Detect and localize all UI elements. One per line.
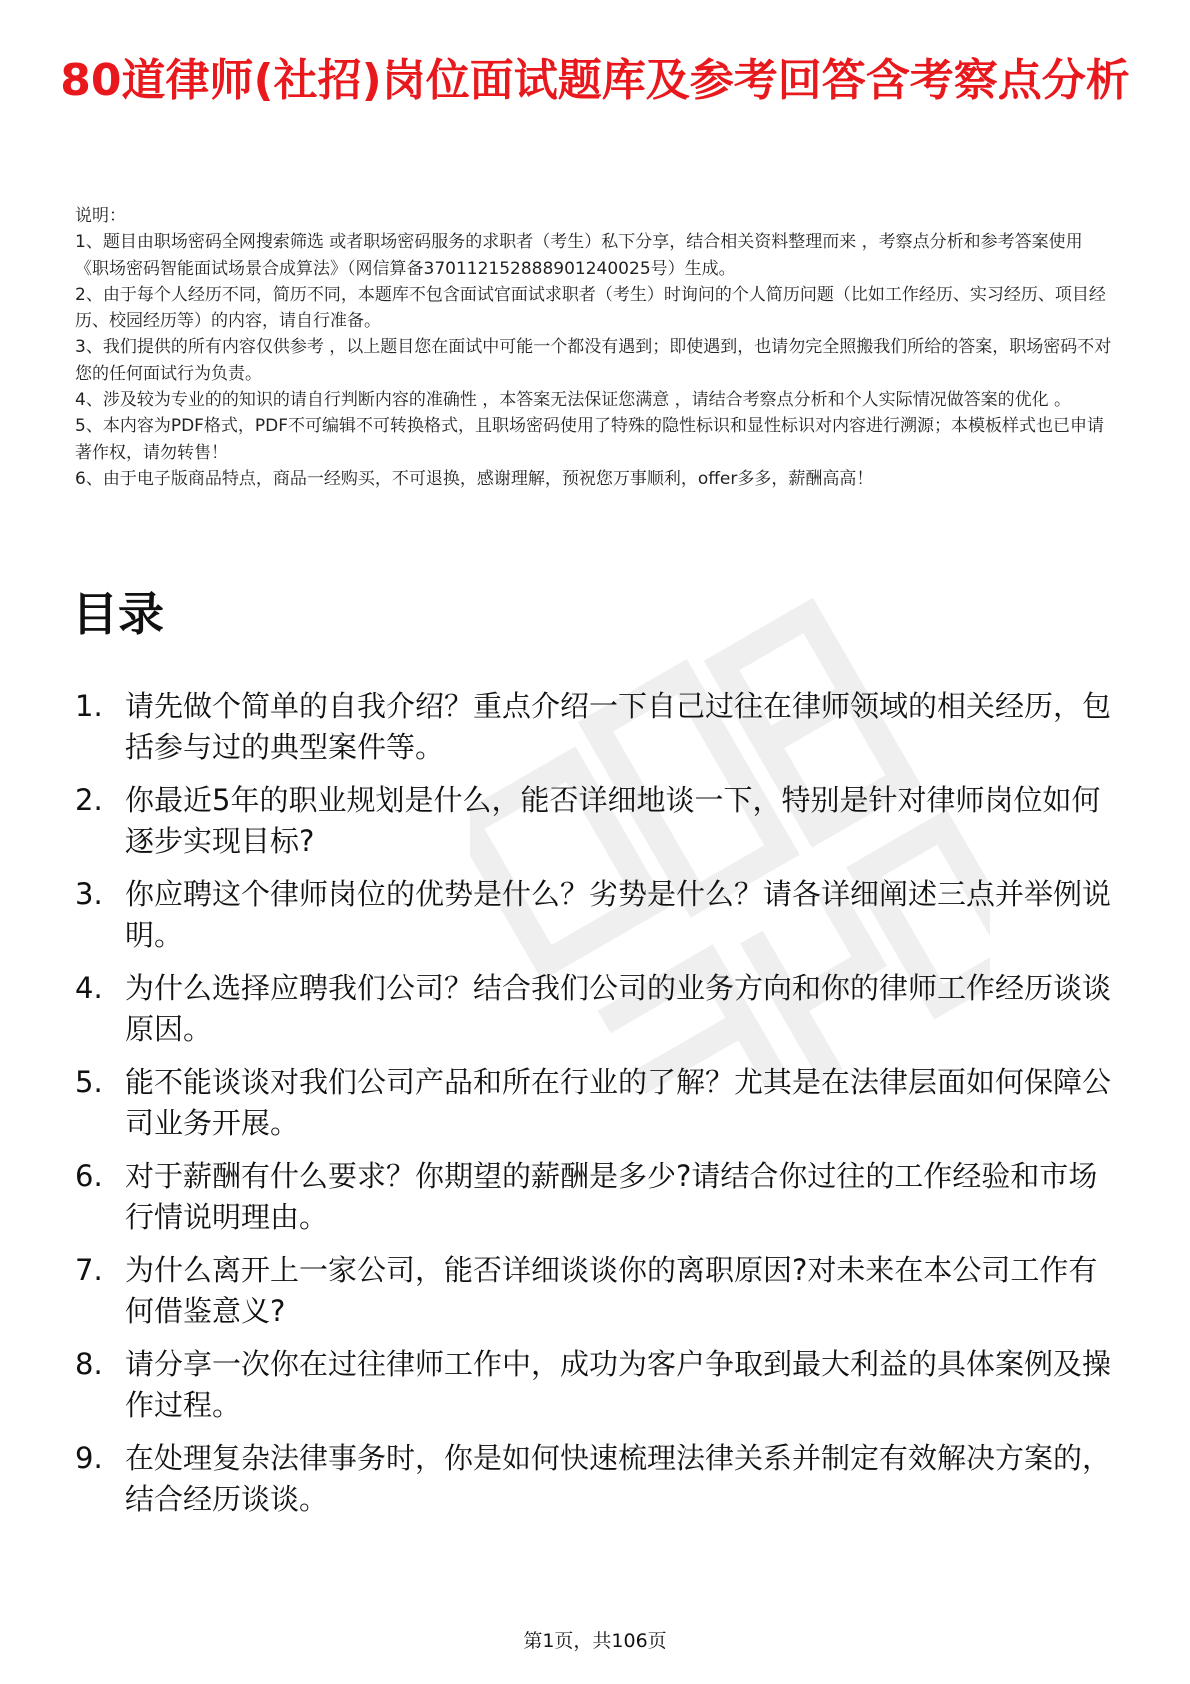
toc-number: 1. — [75, 689, 103, 723]
page-number: 第1页，共106页 — [523, 1630, 667, 1652]
toc-question: 请分享一次你在过往律师工作中，成功为客户争取到最大利益的具体案例及操作过程。 — [125, 1347, 1112, 1422]
toc-question: 能不能谈谈对我们公司产品和所在行业的了解？尤其是在法律层面如何保障公司业务开展。 — [125, 1065, 1112, 1140]
document-title: 80道律师(社招)岗位面试题库及参考回答含考察点分析 — [60, 55, 1130, 106]
toc-number: 5. — [75, 1065, 103, 1099]
toc-question: 你应聘这个律师岗位的优势是什么？劣势是什么？请各详细阐述三点并举例说明。 — [125, 877, 1112, 952]
toc-item-5[interactable] — [75, 1062, 1125, 1144]
note-item-3: 3、我们提供的所有内容仅供参考 ，以上题目您在面试中可能一个都没有遇到；即使遇到，也请勿完全照搬我们所给的答案，职场密码不对您的任何面试行为负责。 — [75, 337, 1112, 384]
toc-question: 在处理复杂法律事务时，你是如何快速梳理法律关系并制定有效解决方案的，结合经历谈谈。 — [125, 1441, 1112, 1516]
disclaimer-notes — [75, 203, 1115, 492]
note-item-1: 1、题目由职场密码全网搜索筛选 或者职场密码服务的求职者（考生）私下分享，结合相关资料整理而来 ，考察点分析和参考答案使用《职场密码智能面试场景合成算法》（网信算备370112152888901240025号）生成。 — [75, 232, 1083, 279]
toc-item-2[interactable] — [75, 780, 1125, 862]
table-of-contents — [75, 686, 1125, 1532]
toc-number: 9. — [75, 1441, 103, 1475]
toc-number: 4. — [75, 971, 103, 1005]
toc-item-3[interactable] — [75, 874, 1125, 956]
toc-number: 8. — [75, 1347, 103, 1381]
toc-question: 请先做个简单的自我介绍？重点介绍一下自己过往在律师领域的相关经历，包括参与过的典型案件等。 — [125, 689, 1112, 764]
toc-item-1[interactable] — [75, 686, 1125, 768]
toc-item-9[interactable] — [75, 1438, 1125, 1520]
toc-number: 3. — [75, 877, 103, 911]
note-item-2: 2、由于每个人经历不同，简历不同，本题库不包含面试官面试求职者（考生）时询问的个人简历问题（比如工作经历、实习经历、项目经历、校园经历等）的内容，请自行准备。 — [75, 284, 1106, 332]
toc-question: 为什么离开上一家公司，能否详细谈谈你的离职原因?对未来在本公司工作有何借鉴意义? — [125, 1253, 1098, 1328]
toc-heading: 目录 — [72, 587, 164, 641]
toc-item-6[interactable] — [75, 1156, 1125, 1238]
toc-item-8[interactable] — [75, 1344, 1125, 1426]
toc-question: 为什么选择应聘我们公司？结合我们公司的业务方向和你的律师工作经历谈谈原因。 — [125, 971, 1112, 1046]
toc-item-4[interactable] — [75, 968, 1125, 1050]
toc-question: 对于薪酬有什么要求？你期望的薪酬是多少?请结合你过往的工作经验和市场行情说明理由。 — [125, 1159, 1098, 1234]
note-item-6: 6、由于电子版商品特点，商品一经购买，不可退换，感谢理解，预祝您万事顺利，offer多多，薪酬高高！ — [75, 468, 874, 489]
toc-number: 7. — [75, 1253, 103, 1287]
toc-number: 6. — [75, 1159, 103, 1193]
notes-heading: 说明： — [75, 206, 126, 226]
note-item-4: 4、涉及较为专业的的知识的请自行判断内容的准确性 ，本答案无法保证您满意 ，请结合考察点分析和个人实际情况做答案的优化 。 — [75, 390, 1072, 411]
toc-question: 你最近5年的职业规划是什么，能否详细地谈一下，特别是针对律师岗位如何逐步实现目标? — [125, 783, 1101, 858]
toc-number: 2. — [75, 783, 103, 817]
note-item-5: 5、本内容为PDF格式，PDF不可编辑不可转换格式，且职场密码使用了特殊的隐性标识和显性标识对内容进行溯源；本模板样式也已申请著作权，请勿转售！ — [75, 416, 1105, 463]
toc-item-7[interactable] — [75, 1250, 1125, 1332]
